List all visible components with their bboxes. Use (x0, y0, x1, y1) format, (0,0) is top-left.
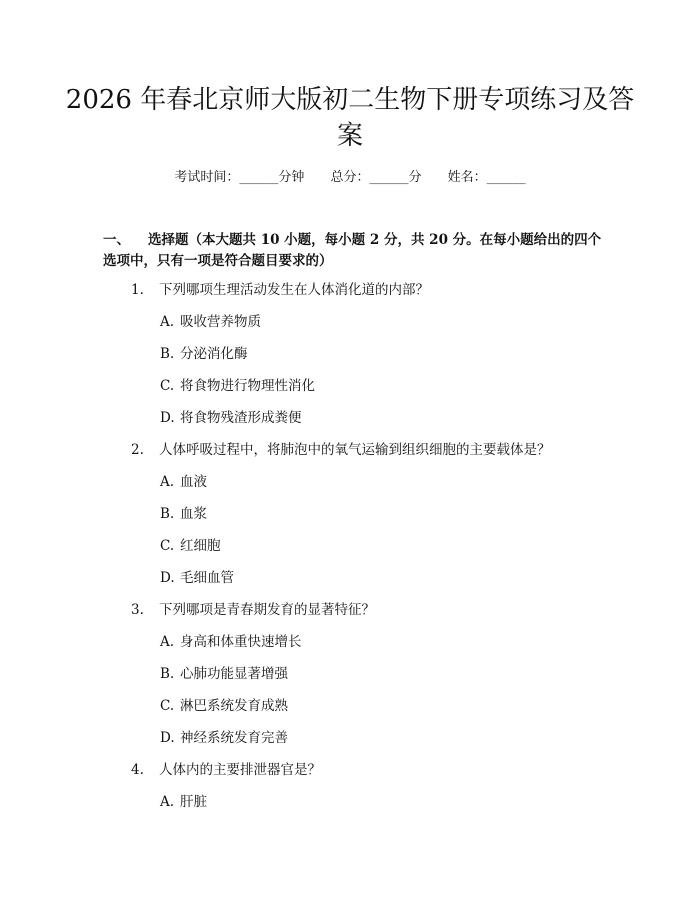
question-2-option-d (160, 568, 580, 588)
section-instructions: 选择题（本大题共 10 小题，每小题 2 分，共 20 分。在每小题给出的四个选项中，只有一项是符合题目要求的） (103, 232, 602, 269)
question-1-option-d (160, 408, 580, 428)
question-3-option-c (160, 696, 580, 716)
student-name-field (448, 168, 526, 188)
option-text: 将食物进行物理性消化 (180, 378, 315, 394)
question-3-option-d (160, 728, 580, 748)
option-text: 红细胞 (180, 538, 221, 554)
option-text: 肝脏 (180, 794, 207, 810)
option-text: 吸收营养物质 (180, 314, 261, 330)
question-number: 4. (131, 762, 144, 778)
question-text: 人体内的主要排泄器官是？ (159, 762, 321, 778)
exam-time-field (174, 168, 304, 188)
question-1-option-b (160, 344, 580, 364)
question-text: 下列哪项是青春期发育的显著特征？ (159, 602, 375, 618)
option-letter: A. (160, 634, 175, 650)
question-3-option-b (160, 664, 580, 684)
option-text: 神经系统发育完善 (180, 730, 288, 746)
total-score-unit: 分 (408, 170, 422, 185)
option-letter: C. (160, 378, 175, 394)
option-text: 血液 (180, 474, 207, 490)
question-4 (131, 760, 611, 780)
student-name-label: 姓名： (447, 170, 487, 185)
question-2-option-c (160, 536, 580, 556)
option-text: 淋巴系统发育成熟 (180, 698, 288, 714)
option-text: 血浆 (180, 506, 207, 522)
option-letter: C. (160, 698, 175, 714)
question-number: 1. (131, 282, 144, 298)
question-text: 人体呼吸过程中，将肺泡中的氧气运输到组织细胞的主要载体是？ (159, 442, 551, 458)
option-letter: B. (160, 506, 175, 522)
question-3 (131, 600, 611, 620)
question-3-option-a (160, 632, 580, 652)
question-2 (131, 440, 611, 460)
exam-info-line (0, 168, 700, 188)
total-score-field (330, 168, 421, 188)
option-text: 将食物残渣形成粪便 (180, 410, 302, 426)
option-letter: D. (160, 570, 175, 586)
option-letter: C. (160, 538, 175, 554)
option-letter: D. (160, 410, 175, 426)
option-text: 心肺功能显著增强 (180, 666, 288, 682)
option-letter: A. (160, 314, 175, 330)
option-text: 身高和体重快速增长 (180, 634, 302, 650)
question-1 (131, 280, 611, 300)
option-letter: A. (160, 794, 175, 810)
option-letter: B. (160, 346, 175, 362)
exam-time-label: 考试时间： (174, 170, 240, 185)
question-1-option-c (160, 376, 580, 396)
total-score-blank: ______ (369, 170, 409, 185)
option-text: 分泌消化酶 (180, 346, 248, 362)
section-number: 一、 (103, 232, 130, 248)
section-heading (103, 230, 603, 272)
total-score-label: 总分： (330, 170, 370, 185)
question-number: 2. (131, 442, 144, 458)
question-2-option-b (160, 504, 580, 524)
document-title: 2026 年春北京师大版初二生物下册专项练习及答案 (65, 85, 635, 151)
exam-time-unit: 分钟 (278, 170, 305, 185)
option-letter: D. (160, 730, 175, 746)
option-letter: B. (160, 666, 175, 682)
option-letter: A. (160, 474, 175, 490)
exam-time-blank: ______ (239, 170, 279, 185)
question-1-option-a (160, 312, 580, 332)
question-number: 3. (131, 602, 144, 618)
student-name-blank: ______ (486, 170, 526, 185)
question-4-option-a (160, 792, 580, 812)
option-text: 毛细血管 (180, 570, 234, 586)
question-2-option-a (160, 472, 580, 492)
question-text: 下列哪项生理活动发生在人体消化道的内部？ (159, 282, 429, 298)
